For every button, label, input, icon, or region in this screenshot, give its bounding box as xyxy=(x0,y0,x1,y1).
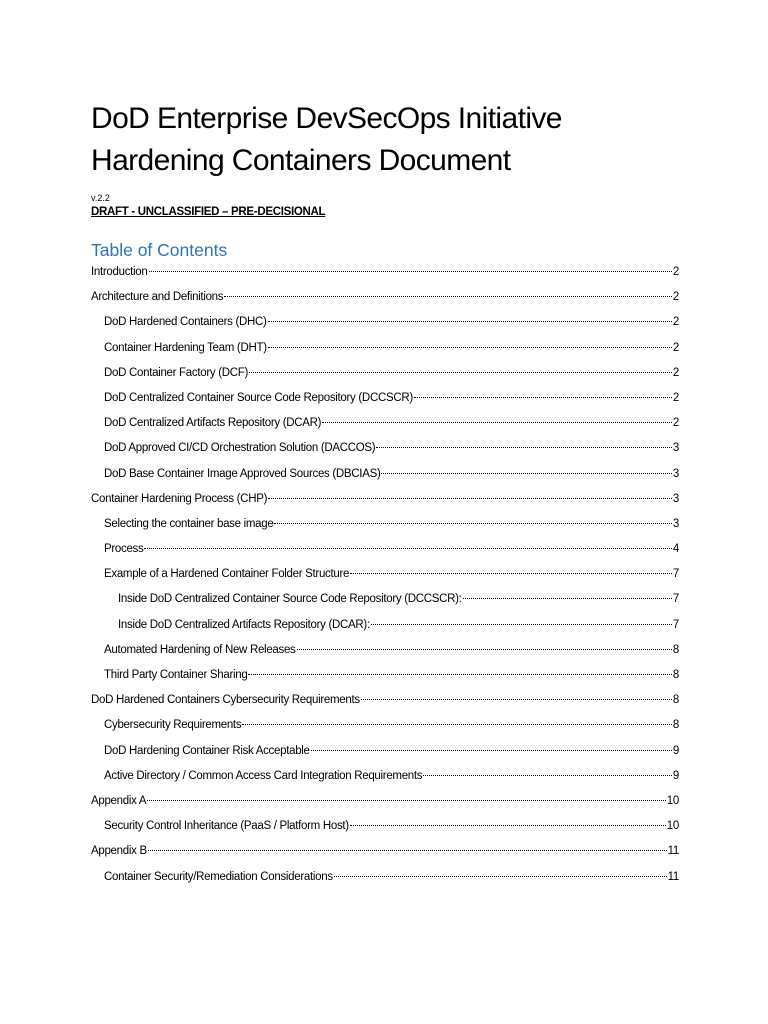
toc-entry[interactable] xyxy=(91,619,679,644)
toc-entry[interactable] xyxy=(91,291,679,316)
toc-entry-label: Third Party Container Sharing xyxy=(104,669,248,681)
toc-entry-label: Security Control Inheritance (PaaS / Platform Host) xyxy=(104,820,349,833)
toc-entry-label: DoD Hardened Containers Cybersecurity Requirements xyxy=(91,694,360,707)
document-title-line-1: DoD Enterprise DevSecOps Initiative xyxy=(91,102,562,135)
toc-entry-label: Selecting the container base image xyxy=(104,517,274,530)
toc-entry-label: Architecture and Definitions xyxy=(91,291,224,304)
toc-dot-leader xyxy=(311,749,672,751)
toc-entry-label: DoD Container Factory (DCF) xyxy=(104,366,248,379)
toc-entry[interactable] xyxy=(91,593,679,618)
toc-entry[interactable] xyxy=(91,745,679,770)
toc-entry[interactable] xyxy=(91,568,679,593)
toc-dot-leader xyxy=(423,774,672,776)
toc-entry-label: Container Hardening Team (DHT) xyxy=(104,341,267,354)
toc-page-number: 3 xyxy=(672,467,679,480)
toc-page-number: 9 xyxy=(672,769,679,782)
toc-page-number: 2 xyxy=(672,316,679,329)
toc-entry[interactable] xyxy=(91,694,679,719)
toc-page-number: 3 xyxy=(672,442,679,455)
toc-entry[interactable] xyxy=(91,316,679,341)
toc-entry[interactable] xyxy=(91,442,679,467)
toc-page-number: 2 xyxy=(672,341,679,354)
toc-entry-label: Container Security/Remediation Considerations xyxy=(104,870,333,883)
toc-page-number: 2 xyxy=(672,366,679,379)
toc-dot-leader xyxy=(274,522,671,524)
toc-dot-leader xyxy=(297,648,672,650)
toc-entry-label: Introduction xyxy=(91,266,148,278)
toc-page-number: 9 xyxy=(672,744,679,757)
document-title-line-2: Hardening Containers Document xyxy=(91,144,511,177)
toc-entry[interactable] xyxy=(91,342,679,367)
toc-entry[interactable] xyxy=(91,845,679,870)
toc-dot-leader xyxy=(147,799,666,801)
toc-dot-leader xyxy=(322,421,672,423)
toc-entry-label: Cybersecurity Requirements xyxy=(104,719,242,732)
toc-dot-leader xyxy=(224,295,672,297)
toc-entry[interactable] xyxy=(91,493,679,518)
toc-entry-label: DoD Hardened Containers (DHC) xyxy=(104,316,267,329)
toc-page-number: 10 xyxy=(666,794,679,807)
toc-dot-leader xyxy=(334,875,667,877)
toc-entry-label: Automated Hardening of New Releases xyxy=(104,643,296,656)
toc-entry-label: Appendix A xyxy=(91,794,147,807)
toc-page-number: 8 xyxy=(672,669,679,681)
toc-entry-label: DoD Centralized Artifacts Repository (DCAR) xyxy=(104,417,322,430)
toc-entry-label: Inside DoD Centralized Artifacts Repository (DCAR): xyxy=(118,618,370,631)
toc-entry[interactable] xyxy=(91,871,679,896)
toc-entry[interactable] xyxy=(91,392,679,417)
toc-entry-label: DoD Centralized Container Source Code Repository (DCCSCR) xyxy=(104,391,413,404)
toc-page-number: 8 xyxy=(672,643,679,656)
toc-page-number: 2 xyxy=(672,291,679,304)
toc-page-number: 3 xyxy=(672,517,679,530)
toc-page-number: 4 xyxy=(672,543,679,556)
toc-dot-leader xyxy=(381,472,671,474)
toc-entry[interactable] xyxy=(91,417,679,442)
toc-entry[interactable] xyxy=(91,770,679,795)
toc-page-number: 3 xyxy=(672,492,679,505)
toc-page-number: 8 xyxy=(672,719,679,732)
toc-entry[interactable] xyxy=(91,795,679,820)
toc-entry-label: Appendix B xyxy=(91,845,147,858)
toc-dot-leader xyxy=(361,698,672,700)
toc-entry-label: DoD Hardening Container Risk Acceptable xyxy=(104,744,310,757)
toc-entry[interactable] xyxy=(91,367,679,392)
toc-entry-label: DoD Base Container Image Approved Sources (DBCIAS) xyxy=(104,467,381,480)
toc-dot-leader xyxy=(149,270,672,272)
toc-dot-leader xyxy=(268,497,672,499)
toc-entry-label: DoD Approved CI/CD Orchestration Solution (DACCOS) xyxy=(104,442,376,455)
toc-dot-leader xyxy=(248,673,671,675)
toc-entry-label: Container Hardening Process (CHP) xyxy=(91,492,268,505)
toc-entry-label: Example of a Hardened Container Folder Structure xyxy=(104,568,350,581)
document-page xyxy=(91,98,679,896)
toc-dot-leader xyxy=(463,597,672,599)
toc-entry[interactable] xyxy=(91,719,679,744)
toc-dot-leader xyxy=(144,547,671,549)
toc-page-number: 11 xyxy=(667,870,679,883)
toc-dot-leader xyxy=(414,396,672,398)
toc-page-number: 2 xyxy=(672,266,679,278)
toc-entry[interactable] xyxy=(91,644,679,669)
document-version: v.2.2 xyxy=(91,193,110,203)
toc-dot-leader xyxy=(242,723,672,725)
toc-dot-leader xyxy=(350,824,666,826)
toc-page-number: 7 xyxy=(672,593,679,606)
toc-dot-leader xyxy=(249,371,672,373)
toc-entry-label: Active Directory / Common Access Card Integration Requirements xyxy=(104,769,423,782)
toc-entry[interactable] xyxy=(91,669,679,694)
toc-entry[interactable] xyxy=(91,468,679,493)
toc-dot-leader xyxy=(268,346,672,348)
toc-entry[interactable] xyxy=(91,518,679,543)
toc-page-number: 2 xyxy=(672,417,679,430)
toc-dot-leader xyxy=(371,623,672,625)
toc-entry[interactable] xyxy=(91,543,679,568)
toc-dot-leader xyxy=(268,320,672,322)
table-of-contents xyxy=(91,266,679,896)
toc-page-number: 8 xyxy=(672,694,679,707)
document-title xyxy=(91,98,679,182)
toc-entry[interactable] xyxy=(91,266,679,291)
toc-entry[interactable] xyxy=(91,820,679,845)
toc-page-number: 11 xyxy=(667,845,679,858)
toc-page-number: 7 xyxy=(672,568,679,581)
toc-page-number: 7 xyxy=(672,618,679,631)
toc-dot-leader xyxy=(350,572,672,574)
toc-heading: Table of Contents xyxy=(91,240,228,260)
toc-entry-label: Inside DoD Centralized Container Source Code Repository (DCCSCR): xyxy=(118,593,462,606)
toc-page-number: 10 xyxy=(666,820,679,833)
toc-dot-leader xyxy=(148,849,667,851)
toc-entry-label: Process xyxy=(104,543,144,556)
classification-marking: DRAFT - UNCLASSIFIED – PRE-DECISIONAL xyxy=(91,206,326,218)
toc-page-number: 2 xyxy=(672,391,679,404)
toc-dot-leader xyxy=(376,446,672,448)
